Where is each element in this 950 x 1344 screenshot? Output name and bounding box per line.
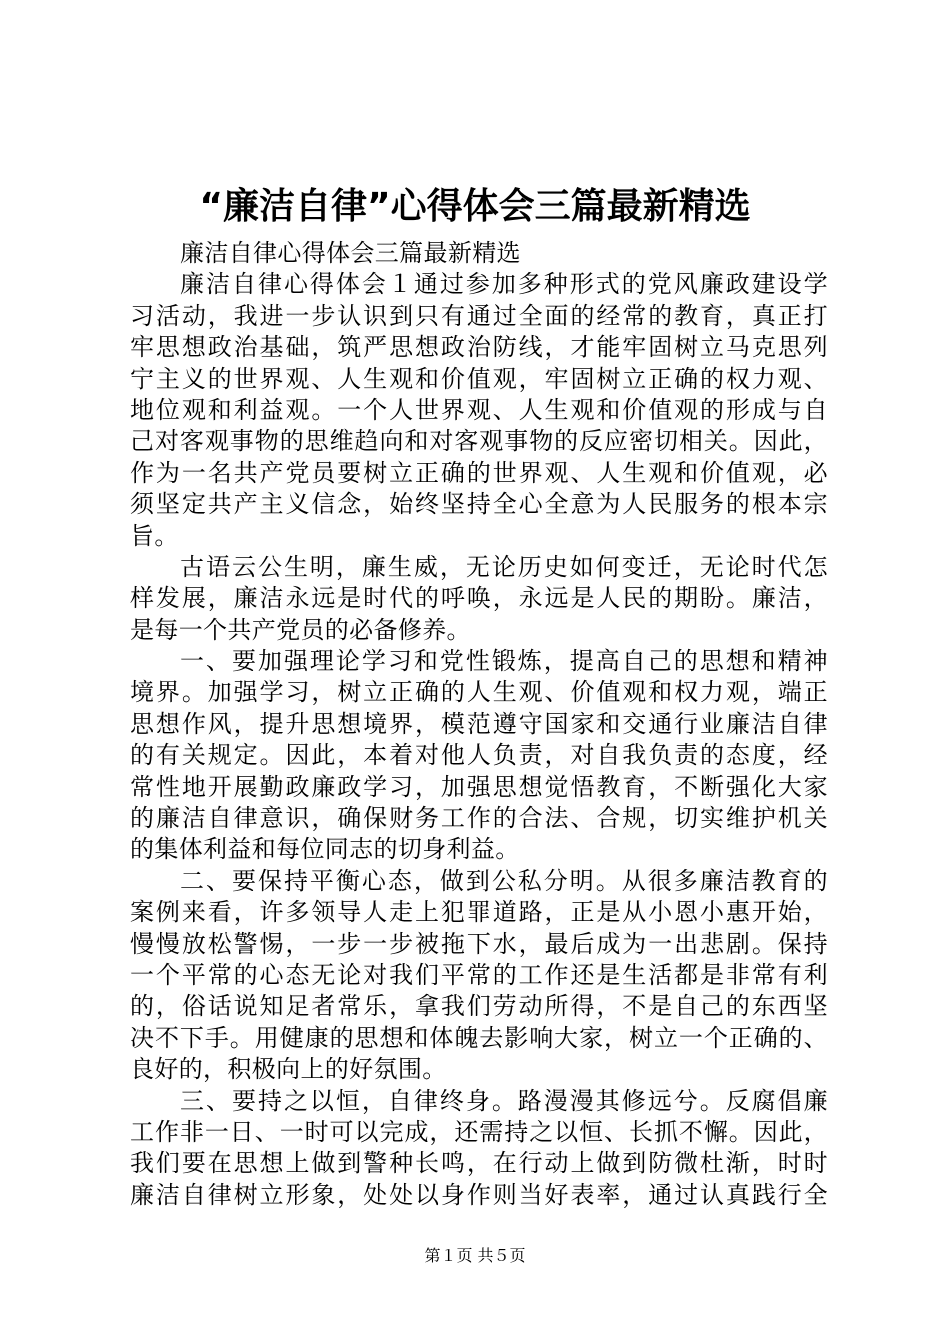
text-line: 样发展，廉洁永远是时代的呼唤，永远是人民的期盼。廉洁， [130,584,828,613]
text-line: 旨。 [130,521,179,550]
text-line: 廉洁自律树立形象，处处以身作则当好表率，通过认真践行全 [130,1180,828,1209]
text-line: 决不下手。用健康的思想和体魄去影响大家，树立一个正确的、 [130,1023,828,1052]
text-line: 二、要保持平衡心态，做到公私分明。从很多廉洁教育的 [180,866,828,895]
text-line: 习活动，我进一步认识到只有通过全面的经常的教育，真正打 [130,301,828,330]
text-line: 地位观和利益观。一个人世界观、人生观和价值观的形成与自 [130,395,828,424]
text-line: 宁主义的世界观、人生观和价值观，牢固树立正确的权力观、 [130,364,828,393]
text-line: 良好的，积极向上的好氛围。 [130,1055,447,1084]
text-line: 的集体利益和每位同志的切身利益。 [130,835,520,864]
text-line: 须坚定共产主义信念，始终坚持全心全意为人民服务的根本宗 [130,490,828,519]
text-line: 的有关规定。因此，本着对他人负责，对自我负责的态度，经 [130,741,828,770]
text-line: 廉洁自律心得体会１通过参加多种形式的党风廉政建设学 [180,270,828,299]
text-line: 的，俗话说知足者常乐，拿我们劳动所得，不是自己的东西坚 [130,992,828,1021]
text-line: 一、要加强理论学习和党性锻炼，提高自己的思想和精神 [180,647,828,676]
text-line: 境界。加强学习，树立正确的人生观、价值观和权力观，端正 [130,678,828,707]
text-line: 工作非一日、一时可以完成，还需持之以恒、长抓不懈。因此， [130,1117,828,1146]
text-line: 慢慢放松警惕，一步一步被拖下水，最后成为一出悲剧。保持 [130,929,828,958]
document-title: “廉洁自律”心得体会三篇最新精选 [199,186,751,227]
text-line: 思想作风，提升思想境界，模范遵守国家和交通行业廉洁自律 [130,709,828,738]
text-line: 案例来看，许多领导人走上犯罪道路，正是从小恩小惠开始， [130,898,828,927]
text-line: 古语云公生明，廉生威，无论历史如何变迁，无论时代怎 [180,552,828,581]
text-line: 我们要在思想上做到警种长鸣，在行动上做到防微杜渐，时时 [130,1149,828,1178]
text-line: 己对客观事物的思维趋向和对客观事物的反应密切相关。因此， [130,427,828,456]
text-line: 常性地开展勤政廉政学习，加强思想觉悟教育，不断强化大家 [130,772,828,801]
text-line: 是每一个共产党员的必备修养。 [130,615,471,644]
page-footer: 第１页 共５页 [424,1246,526,1265]
text-line: 的廉洁自律意识，确保财务工作的合法、合规，切实维护机关 [130,804,828,833]
text-line: 作为一名共产党员要树立正确的世界观、人生观和价值观，必 [130,458,828,487]
text-line: 牢思想政治基础，筑严思想政治防线，才能牢固树立马克思列 [130,333,828,362]
text-line: 廉洁自律心得体会三篇最新精选 [180,239,521,267]
document-body [130,238,828,1211]
text-line: 三、要持之以恒，自律终身。路漫漫其修远兮。反腐倡廉 [180,1086,828,1115]
text-line: 一个平常的心态无论对我们平常的工作还是生活都是非常有利 [130,960,828,989]
